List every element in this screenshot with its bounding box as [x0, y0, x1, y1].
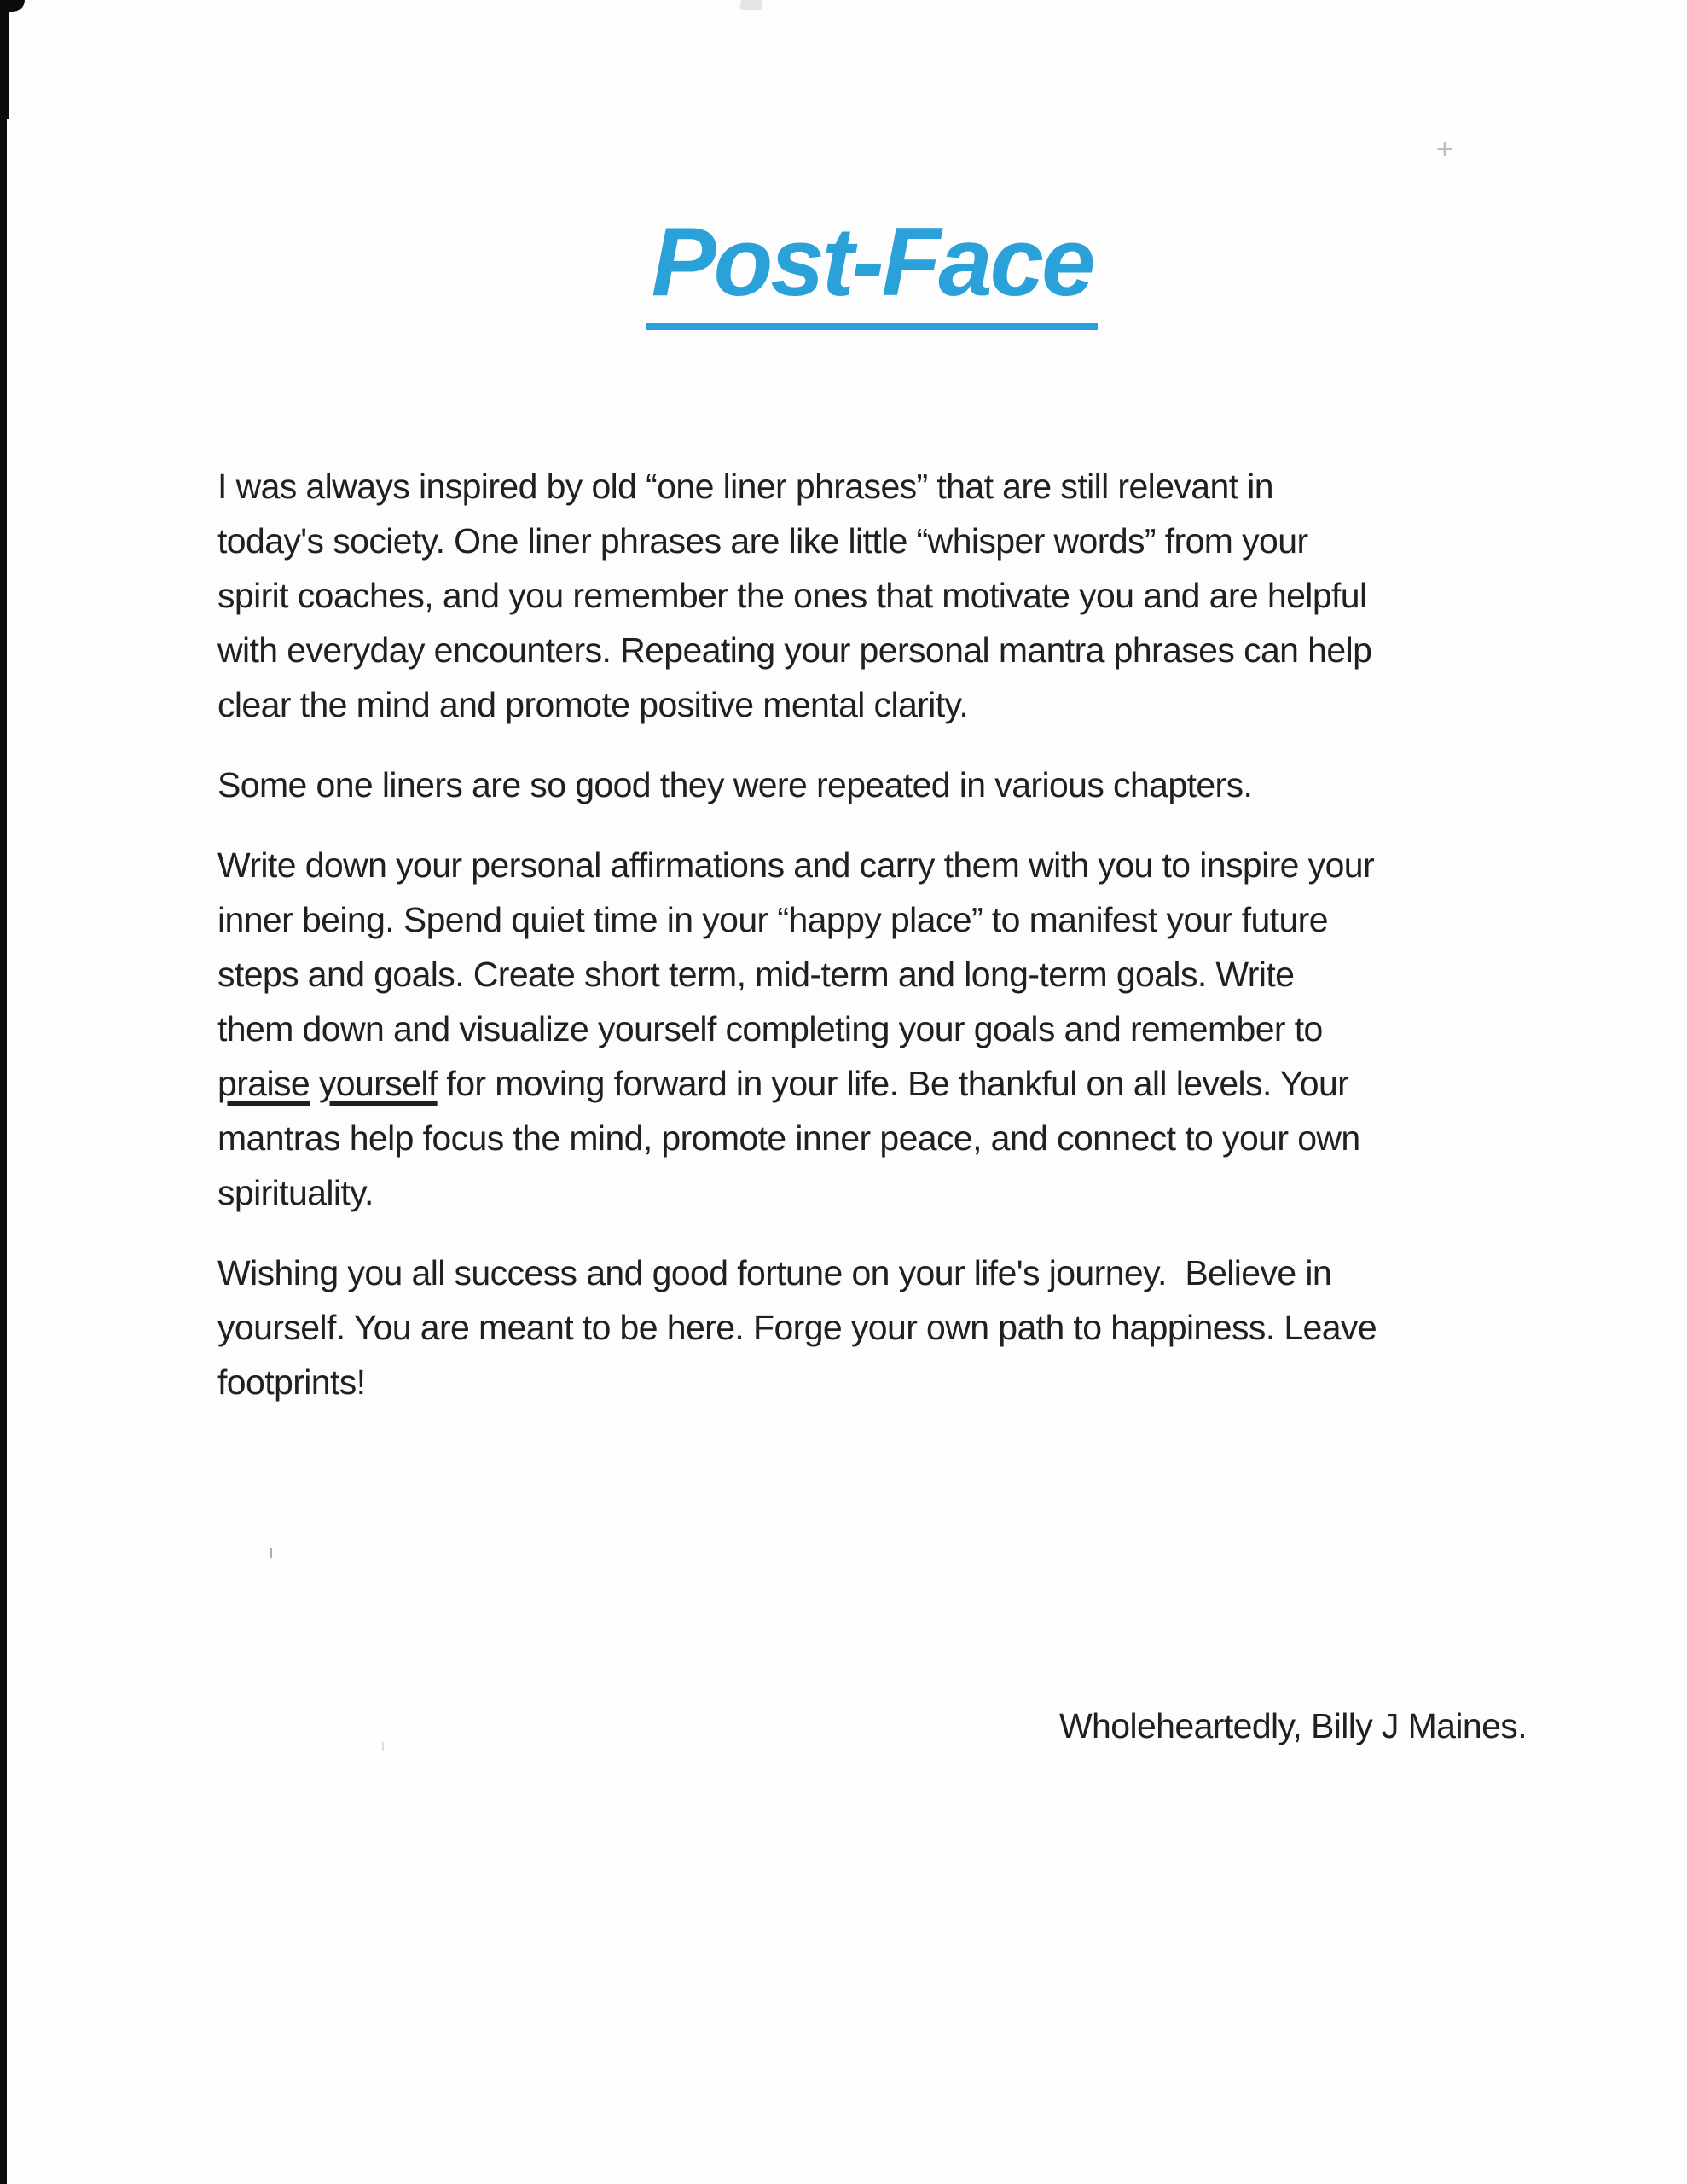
scan-artifact-top-left-hook — [0, 0, 25, 12]
scan-artifact-left-edge-bar-top — [0, 0, 9, 119]
text-line: Some one liners are so good they were repeated in various chapters. — [217, 764, 1253, 804]
scan-artifact-left-edge-bar — [0, 0, 7, 2184]
document-content — [217, 205, 1527, 1753]
text-line: I was always inspired by old “one liner phrases” that are still relevant in — [217, 466, 1273, 506]
paragraph — [217, 758, 1527, 812]
text-line: Write down your personal affirmations and carry them with you to inspire your — [217, 845, 1375, 885]
text-line: yourself. You are meant to be here. Forge your own path to happiness. Leave — [217, 1307, 1377, 1347]
text-segment: for moving forward in your life. Be thankful on all levels. Your — [437, 1063, 1349, 1103]
text-line: mantras help focus the mind, promote inner peace, and connect to your own — [217, 1118, 1360, 1158]
text-line: today's society. One liner phrases are like little “whisper words” from your — [217, 520, 1308, 561]
text-line: spirit coaches, and you remember the ones that motivate you and are helpful — [217, 575, 1367, 615]
paragraph — [217, 459, 1527, 732]
text-line: with everyday encounters. Repeating your personal mantra phrases can help — [217, 630, 1372, 670]
paragraph — [217, 838, 1527, 1220]
text-line: spirituality. — [217, 1172, 374, 1212]
text-line: them down and visualize yourself completing your goals and remember to — [217, 1008, 1323, 1048]
body-paragraphs — [217, 459, 1527, 1409]
text-line: inner being. Spend quiet time in your “happy place” to manifest your future — [217, 899, 1328, 939]
text-line: Wishing you all success and good fortune on your life's journey. Believe in — [217, 1252, 1332, 1292]
page-title: Post-Face — [646, 205, 1099, 330]
paragraph — [217, 1246, 1527, 1409]
underlined-phrase: yourself — [318, 1063, 438, 1103]
underlined-phrase: praise — [217, 1063, 310, 1103]
title-block — [217, 205, 1527, 330]
text-segment — [310, 1064, 319, 1103]
scan-artifact-top-speck — [740, 0, 762, 10]
signature-line: Wholeheartedly, Billy J Maines. — [1058, 1705, 1527, 1745]
scan-artifact-plus-mark: + — [1436, 133, 1453, 166]
text-line: clear the mind and promote positive mental clarity. — [217, 684, 969, 724]
text-line — [217, 1056, 1527, 1111]
text-line: footprints! — [217, 1362, 366, 1402]
text-line: steps and goals. Create short term, mid-term and long-term goals. Write — [217, 954, 1295, 994]
